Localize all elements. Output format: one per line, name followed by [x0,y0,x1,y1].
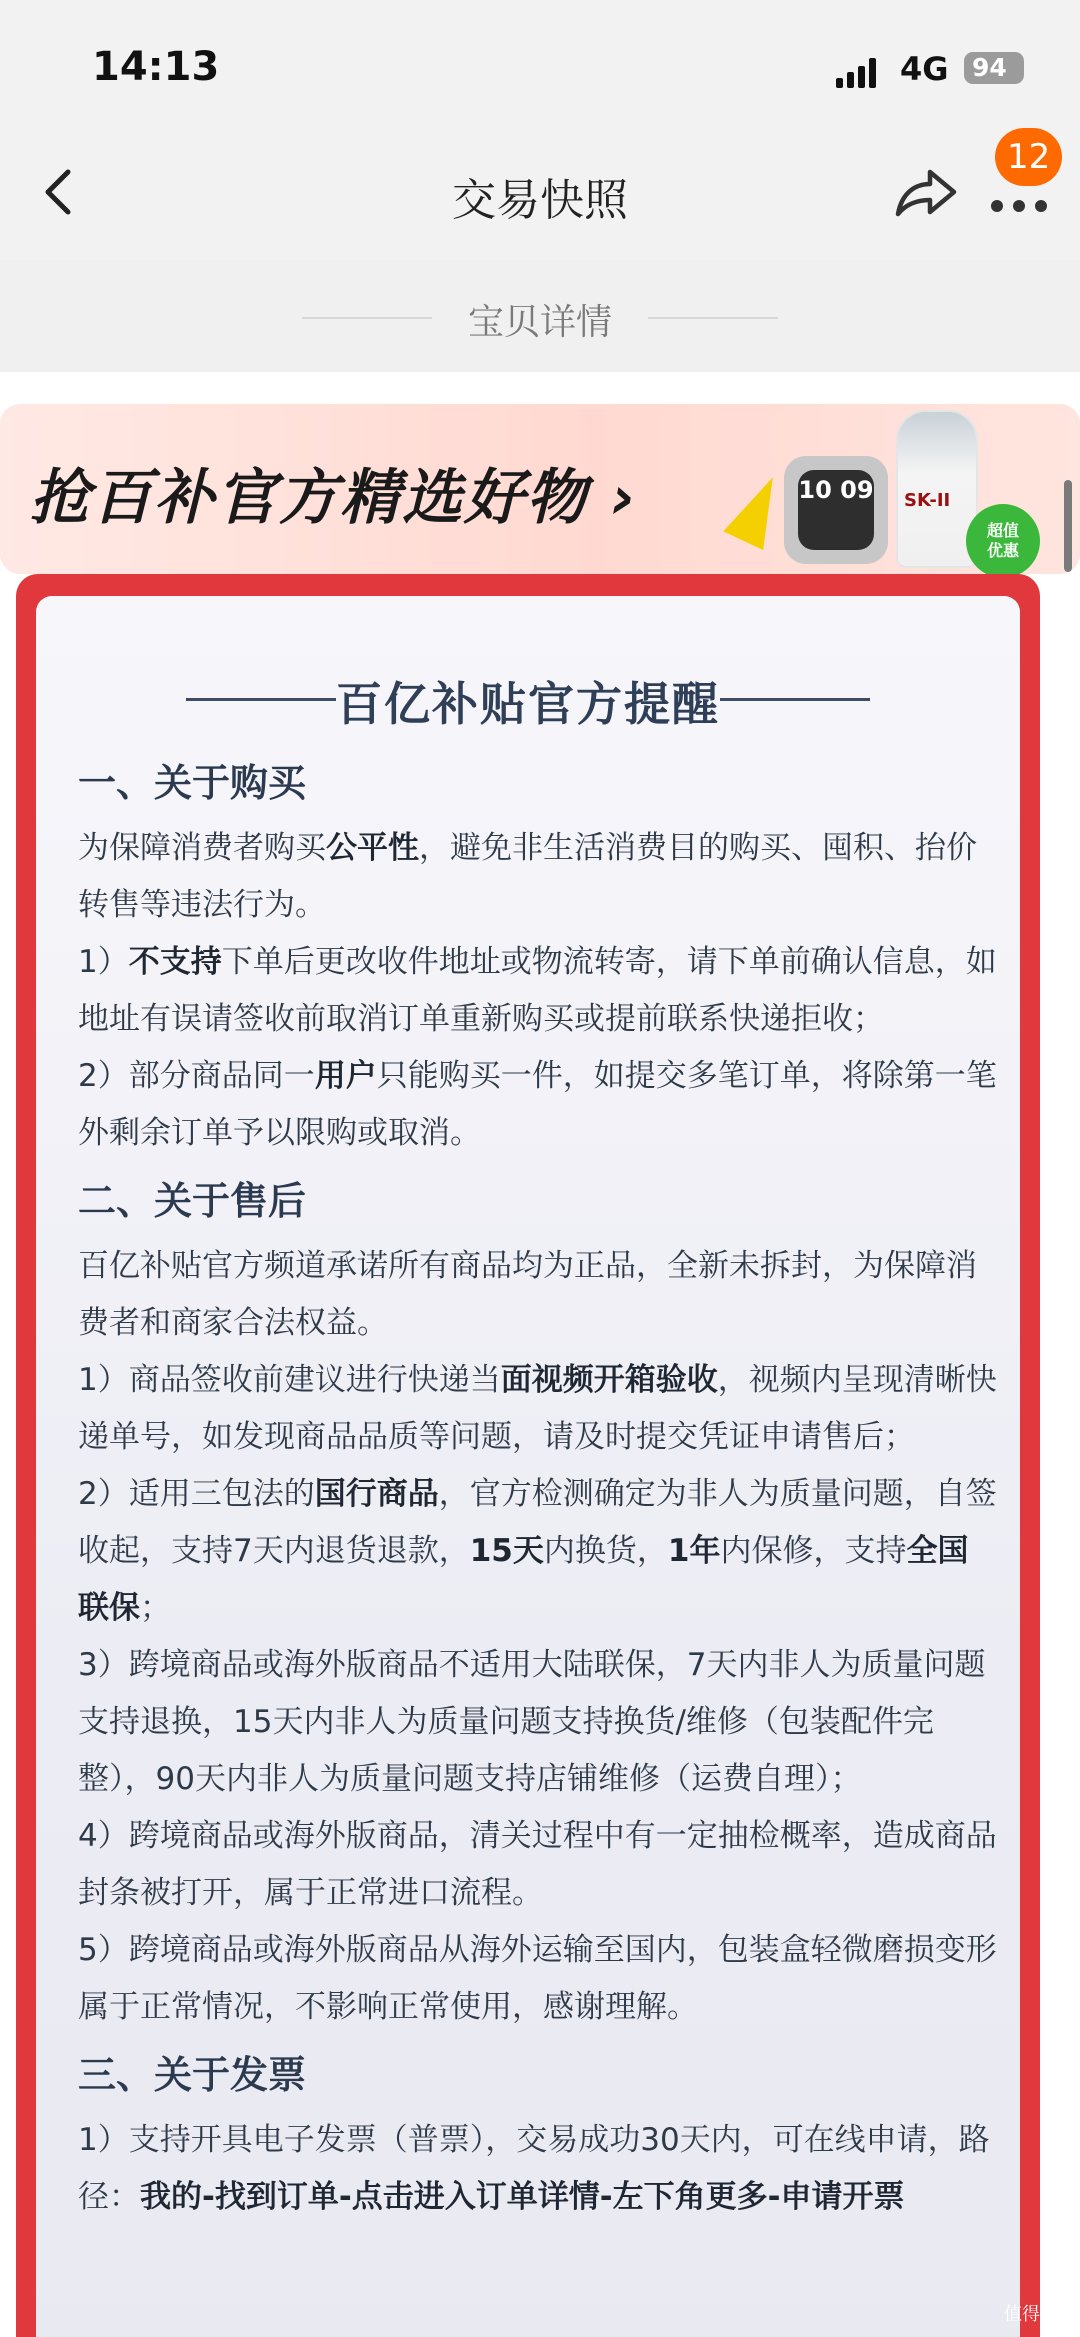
section-title: 宝贝详情 [467,302,612,343]
smartwatch-image [784,456,888,564]
notice-section-heading: 二、关于售后 [78,1179,307,1223]
notice-paragraph: 1）支持开具电子发票（普票），交易成功30天内，可在线申请，路径：我的-找到订单-点击进入订单详情-左下角更多-申请开票 [78,2122,990,2215]
page-title: 交易快照 [452,175,628,226]
more-dot-icon [1035,200,1047,212]
content-area [0,372,1080,2337]
promo-headline: 抢百补官方精选好物 › [30,463,638,533]
emphasis-text: 不支持 [128,944,222,980]
notice-paragraph: 1）商品签收前建议进行快递当面视频开箱验收，视频内呈现清晰快递单号，如发现商品品质等问题，请及时提交凭证申请售后； [78,1362,997,1455]
bottle-label: SK-II [904,490,951,511]
watermark: 值得买 [1004,2304,1058,2325]
more-dot-icon [991,200,1003,212]
emphasis-text: 用户 [314,1058,377,1094]
notice-paragraph: 2）部分商品同一用户只能购买一件，如提交多笔订单，将除第一笔外剩余订单予以限购或取消。 [78,1058,997,1151]
share-icon[interactable] [890,160,960,224]
lightning-icon [723,468,792,550]
battery-level: 94 [972,53,1007,82]
emphasis-text: 面视频开箱验收 [500,1362,718,1398]
notice-paragraph: 2）适用三包法的国行商品，官方检测确定为非人为质量问题，自签收起，支持7天内退货退款，15天内换货，1年内保修，支持全国联保； [78,1476,997,1626]
notice-section-heading: 三、关于发票 [78,2053,307,2097]
message-count-badge: 12 [995,128,1062,186]
notice-paragraph: 1）不支持下单后更改收件地址或物流转寄，请下单前确认信息，如地址有误请签收前取消订单重新购买或提前联系快递拒收； [78,944,997,1037]
notice-panel [36,596,1020,2337]
emphasis-text: 全国联保 [78,1533,969,1626]
notice-paragraph: 百亿补贴官方频道承诺所有商品均为正品，全新未拆封，为保障消费者和商家合法权益。 [78,1248,977,1341]
promo-banner[interactable] [0,404,1080,574]
notice-title: 百亿补贴官方提醒 [336,677,720,731]
notice-body [78,752,998,2234]
deal-badge [966,504,1040,578]
notice-card [16,574,1040,2337]
emphasis-text: 1年 [667,1533,721,1569]
emphasis-text: 15天 [469,1533,544,1569]
emphasis-text: 我的-找到订单-点击进入订单详情-左下角更多-申请开票 [140,2179,905,2215]
deal-badge-line1: 超值 [986,521,1019,540]
divider [648,317,778,319]
emphasis-text: 国行商品 [314,1476,439,1512]
deal-badge-line2: 优惠 [986,541,1019,560]
battery-icon [964,52,1024,84]
signal-icon [836,58,880,88]
notice-paragraph: 5）跨境商品或海外版商品从海外运输至国内，包装盒轻微磨损变形属于正常情况，不影响正常使用，感谢理解。 [78,1932,997,2025]
notice-paragraph: 3）跨境商品或海外版商品不适用大陆联保，7天内非人为质量问题支持退换，15天内非人为质量问题支持换货/维修（包装配件完整），90天内非人为质量问题支持店铺维修（运费自理）； [78,1647,986,1797]
scrollbar[interactable] [1064,480,1072,572]
section-header [0,260,1080,372]
notice-paragraph: 为保障消费者购买公平性，避免非生活消费目的购买、囤积、抬价转售等违法行为。 [78,830,977,923]
status-bar [0,0,1080,140]
network-type: 4G [900,50,949,88]
more-dot-icon [1013,200,1025,212]
status-time: 14:13 [92,44,220,90]
more-button[interactable] [985,180,1055,220]
emphasis-text: 公平性 [326,830,419,866]
notice-paragraph: 4）跨境商品或海外版商品，清关过程中有一定抽检概率，造成商品封条被打开，属于正常进口流程。 [78,1818,997,1911]
nav-bar [0,137,1080,245]
title-divider [720,698,870,701]
notice-section-heading: 一、关于购买 [78,761,307,805]
watch-face: 10 09 [798,470,874,550]
